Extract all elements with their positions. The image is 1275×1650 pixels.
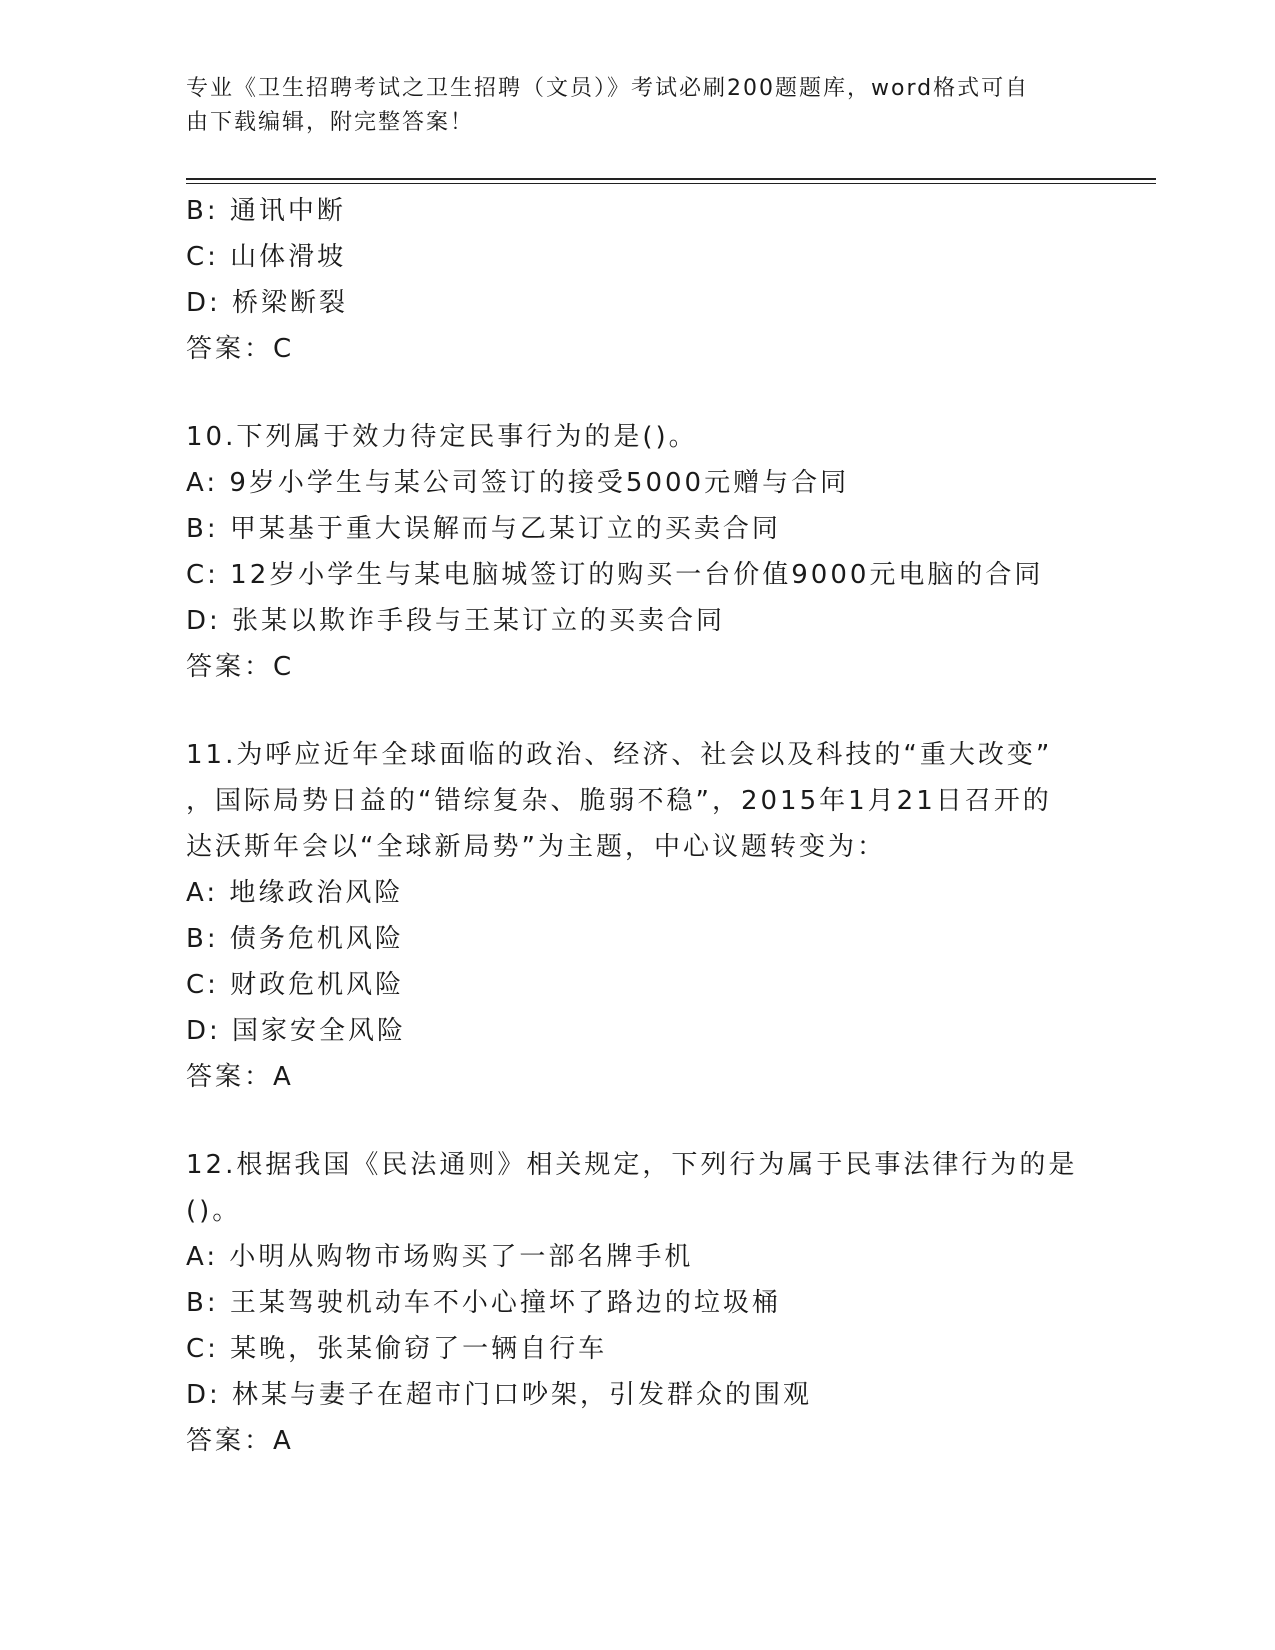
spacer: [186, 690, 1086, 732]
header-divider-thin: [186, 183, 1156, 184]
spacer: [186, 1100, 1086, 1142]
option-line: D: 林某与妻子在超市门口吵架，引发群众的围观: [186, 1380, 813, 1410]
question-9-continued: [186, 188, 1086, 372]
option-line: B: 甲某基于重大误解而与乙某订立的买卖合同: [186, 514, 781, 544]
answer-line: 答案：C: [186, 652, 295, 682]
question-stem: 12.根据我国《民法通则》相关规定，下列行为属于民事法律行为的是: [186, 1150, 1078, 1180]
option-line: D: 张某以欺诈手段与王某订立的买卖合同: [186, 606, 726, 636]
header-line-2: 由下载编辑，附完整答案！: [186, 110, 475, 135]
header-divider-thick: [186, 178, 1156, 180]
option-line: C: 某晚，张某偷窃了一辆自行车: [186, 1334, 608, 1364]
question-stem: 达沃斯年会以“全球新局势”为主题，中心议题转变为：: [186, 832, 886, 862]
question-stem: 11.为呼应近年全球面临的政治、经济、社会以及科技的“重大改变”: [186, 740, 1053, 770]
option-line: A: 地缘政治风险: [186, 878, 404, 908]
answer-line: 答案：A: [186, 1426, 294, 1456]
answer-line: 答案：A: [186, 1062, 294, 1092]
document-header: [186, 72, 1066, 140]
option-line: A: 小明从购物市场购买了一部名牌手机: [186, 1242, 694, 1272]
question-11: [186, 732, 1086, 1100]
question-12: [186, 1142, 1086, 1464]
question-stem: 10.下列属于效力待定民事行为的是()。: [186, 422, 698, 452]
document-body: [186, 188, 1086, 1464]
question-10: [186, 414, 1086, 690]
spacer: [186, 372, 1086, 414]
option-line: B: 通讯中断: [186, 196, 346, 226]
option-line: D: 国家安全风险: [186, 1016, 407, 1046]
option-line: A: 9岁小学生与某公司签订的接受5000元赠与合同: [186, 468, 850, 498]
option-line: C: 山体滑坡: [186, 242, 347, 272]
question-stem: ，国际局势日益的“错综复杂、脆弱不稳”，2015年1月21日召开的: [186, 786, 1052, 816]
option-line: D: 桥梁断裂: [186, 288, 349, 318]
option-line: B: 债务危机风险: [186, 924, 404, 954]
header-line-1: 专业《卫生招聘考试之卫生招聘（文员）》考试必刷200题题库，word格式可自: [186, 76, 1030, 101]
option-line: C: 12岁小学生与某电脑城签订的购买一台价值9000元电脑的合同: [186, 560, 1044, 590]
option-line: C: 财政危机风险: [186, 970, 405, 1000]
option-line: B: 王某驾驶机动车不小心撞坏了路边的垃圾桶: [186, 1288, 781, 1318]
answer-line: 答案：C: [186, 334, 295, 364]
question-stem: ()。: [186, 1196, 242, 1226]
